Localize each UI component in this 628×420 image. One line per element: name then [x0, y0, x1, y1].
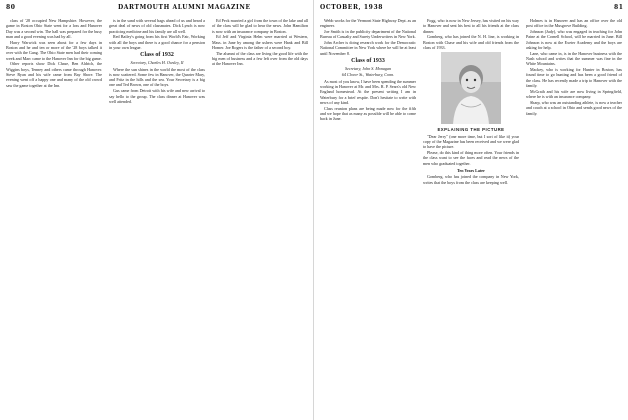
paragraph: Other reports show Dick Chase, Ben Aldrich, the Wiggins boys, Tenney and others came through Hanover. Steve Ryan and his wife came from Bay Shore. The evening went off a happy one and many of the old crowd saw the game together at the Inn. — [6, 61, 102, 88]
left-column-1 — [6, 18, 102, 416]
paragraph: Gomberg, who has joined the N. H. line, is working in Boston with Chase and his wife and old friends from the class of 1933. — [423, 34, 519, 50]
right-column-2 — [423, 18, 519, 416]
running-head-right: OCTOBER, 1938 — [320, 4, 384, 11]
right-page — [314, 0, 628, 420]
paragraph: "Dear Jerry" (one more time, but I sort of like it) your copy of the Magazine has been received and we were glad to have the picture. — [423, 133, 519, 150]
paragraph: Ed Peck married a girl from the town of the lake and all of the class will be glad to hear the news. John Hamilton is now with an insurance company in Boston. — [212, 18, 308, 34]
paragraph: Please, do this kind of thing more often. Your friends in the class want to see the faces and read the news of the men who graduated together. — [423, 150, 519, 166]
subheading: Ten Years Later — [457, 168, 485, 174]
paragraph: Where the sun shines in the world the most of the class is now scattered. Some few in Hanover, the Quarter Mary, and Fritz in the hills and the sea. Your Secretary is a big one and Ted Brown, one of the boys. — [109, 66, 205, 88]
paragraph: Sharp, who was an outstanding athlete, is now a teacher and coach at a school in Ohio and sends good news of the family. — [526, 99, 622, 116]
paragraph: Red Bailey's going from his first World's Fair, Working with all the boys and there is a good chance for a pension in your own league. — [109, 34, 205, 50]
class-secretary-address: 64 Clover St., Waterbury, Conn. — [341, 72, 395, 78]
paragraph: As most of you know, I have been spending the summer working in Hanover at Mr. and Mrs. R. P. Sears's old New England homestead. At the present writing I am in Waterbury for a brief respite. Don't hesitate to write with news of any kind. — [320, 78, 416, 105]
paragraph: Joe Smith is in the publicity department of the National Bureau of Casualty and Surety Underwriters in New York. — [320, 29, 416, 40]
class-secretary: Secretary, Charles H. Owsley, II — [130, 60, 184, 66]
paragraph: McGrath and his wife are now living in Springfield, where he is with an insurance company. — [526, 88, 622, 100]
page-number-left: 80 — [6, 4, 16, 11]
paragraph: John Archer is doing research work for the Democratic National Committee in New York where he will be at least until November 8. — [320, 40, 416, 56]
paragraph: Mackey, who is working for Hunter in Boston, has found time to go hunting and has been a good friend of the class. He has recently made a trip to Hanover with the family. — [526, 67, 622, 89]
left-column-2 — [109, 18, 205, 416]
paragraph: Ed Jeff and Virginia Helm were married at Western, Mass. in June by among the ushers were Hank and Bill Homer. Joe Rogers is the father of a second boy. — [212, 34, 308, 50]
class-heading: Class of 1933 — [351, 58, 385, 65]
paragraph: class of '28 occupied New Hampshire. However, the game in Boston Ohio State went for a loss and Hanover Day was a second win. The hall was prepared for the busy man and a good evening was had by all. — [6, 18, 102, 39]
paragraph: Holmes is in Hanover and has an office over the old post office in the Musgrove Building. — [526, 18, 622, 29]
baby-photo-image — [441, 52, 501, 124]
paragraph: is in the sand with several bags ahead of us and heard a great deal of news of old classmates. Dick Lynch is now practicing medicine and his family are all well. — [109, 18, 205, 34]
paragraph: Harry Warwick was seen about for a few days in Boston and he and ten or more of the '28 boys talked it over with the Gang. The Ohio State men had their coming week and Marc came to the Hanover Inn for the big game. — [6, 39, 102, 61]
running-head-left: DARTMOUTH ALUMNI MAGAZINE — [118, 4, 251, 11]
paragraph: The alumni of the class are living the good life with the big men of business and a few left over from the old days at the Hanover Inn. — [212, 50, 308, 67]
paragraph: Fogg, who is now in New Jersey, has visited on his way to Hanover and sent his best to all his friends at the class dinner. — [423, 18, 519, 34]
right-column-3 — [526, 18, 622, 416]
page-number-right: 81 — [614, 4, 624, 11]
paragraph: Lane, who came in, is in the Hanover business with the Nash school and writes that the summer was fine in the White Mountains. — [526, 50, 622, 67]
baby-photo — [441, 52, 501, 124]
paragraph: Johnson (Judy), who was engaged in teaching for John Paine at the Cornell School, will be married in June. Bill Johnson is now at the Exeter Academy and the boys are asking for help. — [526, 29, 622, 50]
paragraph: Class reunion plans are being made now for the fifth and we hope that as many as possible will be able to come back in June. — [320, 105, 416, 122]
paragraph: Gomberg, who has joined the company in New York, writes that the boys from the class are keeping well. — [423, 174, 519, 185]
left-column-3 — [212, 18, 308, 416]
class-secretary: Secretary, John S. Monagan — [344, 66, 392, 72]
paragraph: Webb works for the Vermont State Highway Dept. as an engineer. — [320, 18, 416, 29]
paragraph: Gus came from Detroit with his wife and new arrival to say hello to the group. The class dinner at Hanover was well attended. — [109, 88, 205, 104]
right-column-1 — [320, 18, 416, 416]
photo-caption: EXPLAINING THE PICTURE — [437, 127, 505, 133]
class-heading: Class of 1932 — [140, 52, 174, 59]
